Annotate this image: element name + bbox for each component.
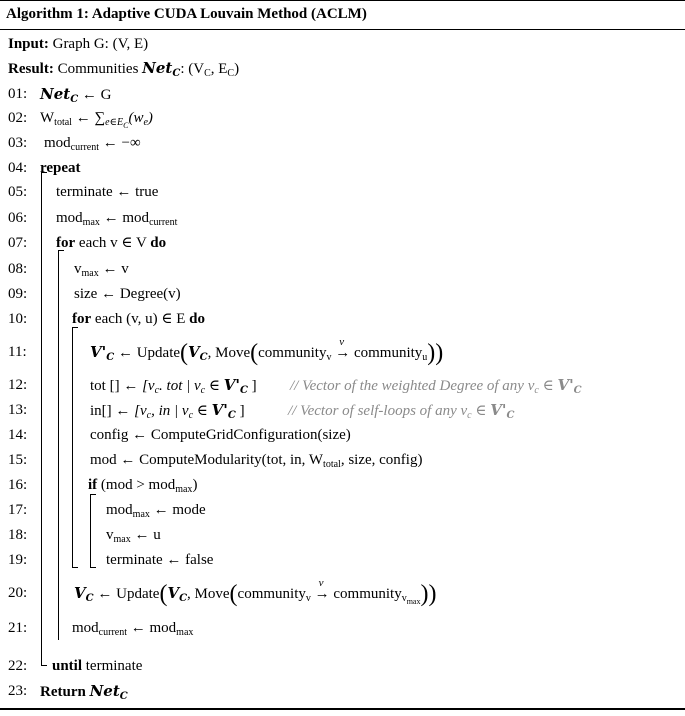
title-rule [0,29,685,30]
line-number: 17: [8,502,28,518]
line-09: size ← Degree(v) [74,286,181,302]
line-number: 16: [8,477,28,493]
line-number: 21: [8,620,28,636]
line-number: 01: [8,86,28,102]
if-block-end [90,567,96,568]
bottom-rule [0,708,685,710]
line-04: repeat [40,160,81,176]
line-number: 23: [8,683,28,699]
line-16: if (mod > mod$_{max}$) [88,477,198,495]
if-block-bar [90,494,91,567]
for-vu-block-end [72,567,78,568]
line-21: mod$_{current}$ ← mod$_{max}$ [72,620,194,638]
line-number: 08: [8,261,28,277]
line-number: 22: [8,658,28,674]
repeat-block-end [41,665,47,666]
line-02: $W_{total}$ ← $\sum_{e\in E_C}(w_e)$ [40,110,153,130]
line-number: 11: [8,344,27,360]
line-12: tot [] ← [$v_c$. tot | $v_c$ ∈ $V'_C$ ] [90,376,257,396]
line-number: 05: [8,184,28,200]
line-15: mod ← ComputeModularity(tot, in, $W_{total}$, size, config) [90,452,423,470]
line-23: Return Net$_C$ [40,682,128,702]
line-06: mod$_{max}$ ← mod$_{current}$ [56,210,178,228]
line-22: until terminate [52,658,143,674]
line-number: 06: [8,210,28,226]
result-line: Result: Communities Net$_C$: ($V_C$, $E_C$) [8,59,240,79]
line-number: 12: [8,377,28,393]
for-v-block-bar [58,250,59,640]
line-11: $V'_C$ ← $Update(V_C$, Move(community$_v$ → v community$_u$)) [90,336,444,366]
line-number: 18: [8,527,28,543]
line-20: $V_C$ ← $Update(V_C$, Move(community$_v$ → v community$_{v_{max}}$)) [74,577,437,607]
line-number: 19: [8,552,28,568]
line-17: mod$_{max}$ ← mode [106,502,206,520]
for-vu-block-bar [72,327,73,567]
line-number: 04: [8,160,28,176]
line-18: $v_{max}$ ← u [106,527,161,545]
line-number: 14: [8,427,28,443]
algorithm-title: Algorithm 1: Adaptive CUDA Louvain Method (ACLM) [6,6,367,22]
line-number: 20: [8,585,28,601]
line-13-comment: // Vector of self-loops of any $v_c$ ∈ $V'_C$ [288,401,515,421]
line-10: for each (v, u) ∈ E do [72,311,206,327]
line-14: config ← ComputeGridConfiguration(size) [90,427,351,443]
line-13: in[] ← [$v_c$, in | $v_c$ ∈ $V'_C$ ] [90,401,245,421]
line-number: 13: [8,402,28,418]
line-number: 15: [8,452,28,468]
line-03: mod$_{current}$ ← −∞ [44,135,141,153]
top-rule [0,0,685,1]
repeat-block-bar [41,172,42,665]
line-number: 02: [8,110,28,126]
input-line: Input: Graph G: (V, E) [8,36,149,52]
line-07: for each v ∈ V do [56,235,167,251]
line-05: terminate ← true [56,184,159,200]
line-number: 09: [8,286,28,302]
line-08: $v_{max}$ ← v [74,261,129,279]
line-number: 03: [8,135,28,151]
line-01: Net$_C$ ← G [40,85,112,105]
line-number: 07: [8,235,28,251]
line-12-comment: // Vector of the weighted Degree of any $v_c$ ∈ $V'_C$ [290,376,582,396]
line-19: terminate ← false [106,552,214,568]
line-number: 10: [8,311,28,327]
